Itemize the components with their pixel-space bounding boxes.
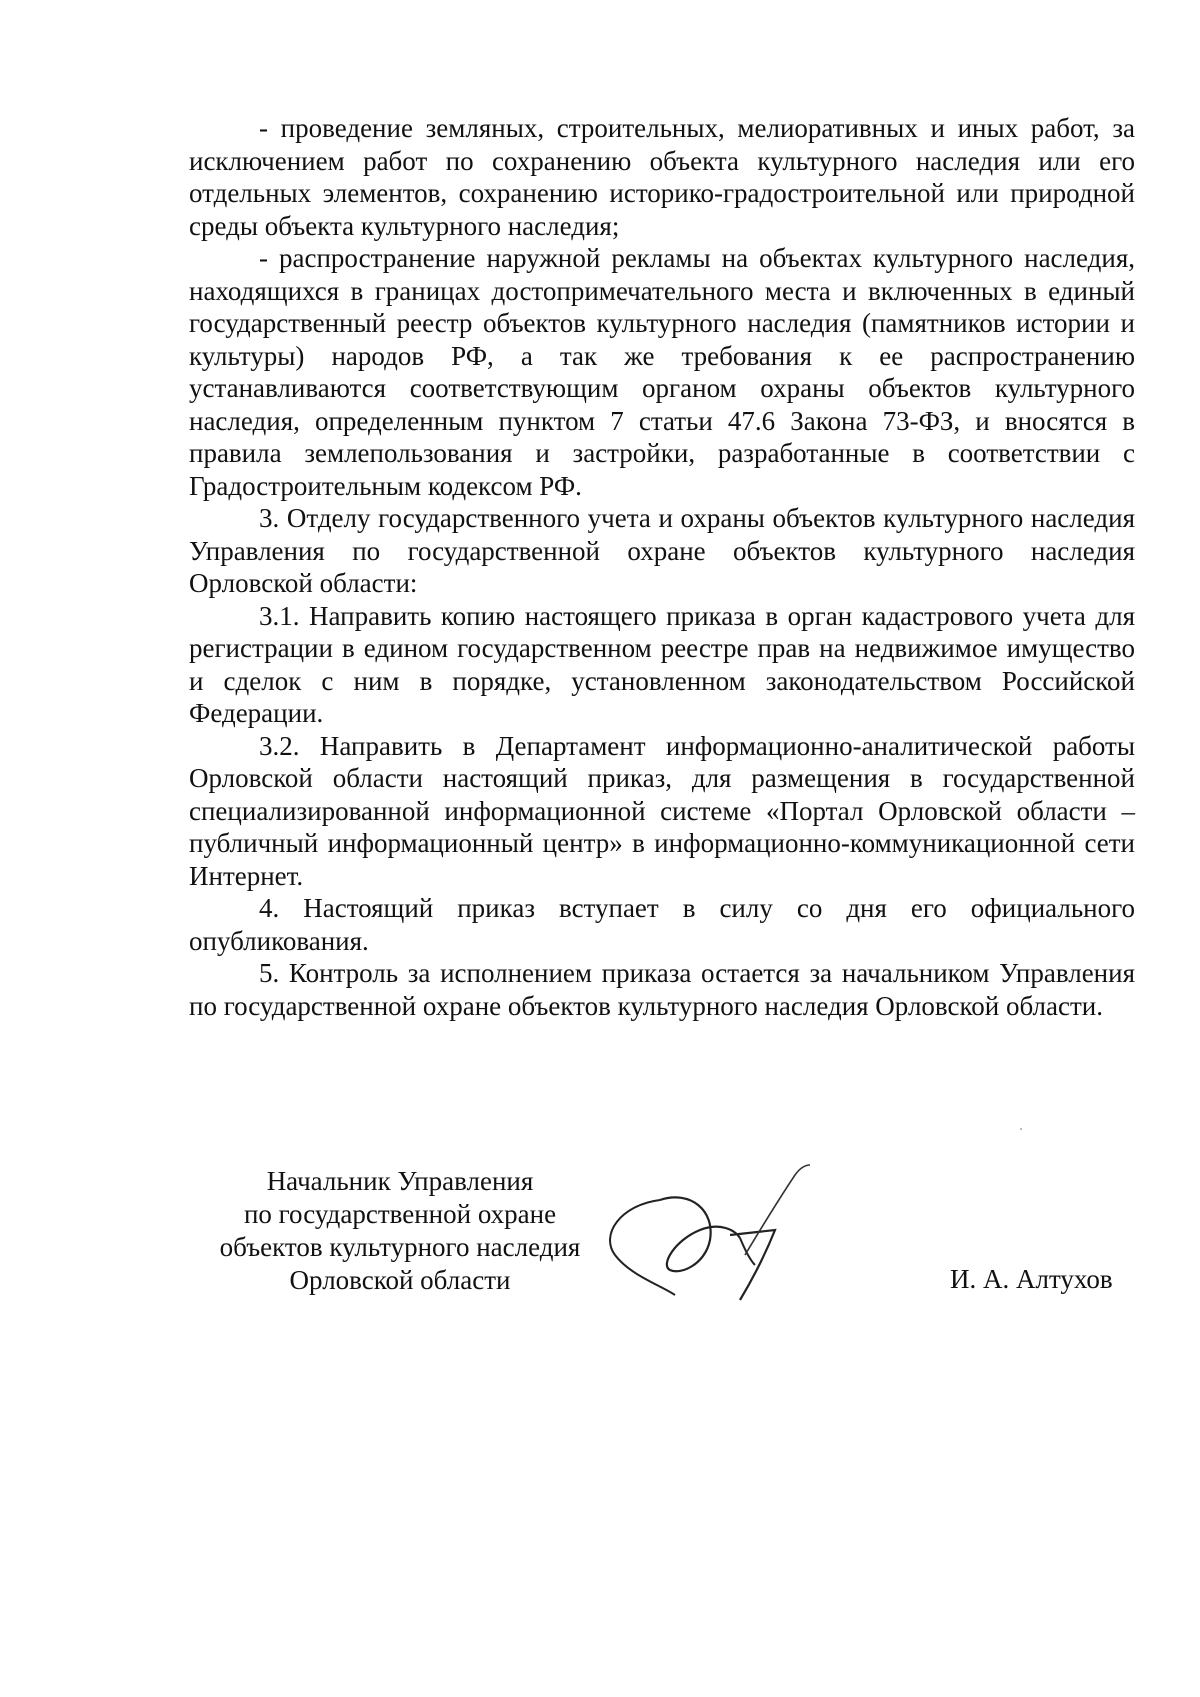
scan-speck — [1020, 1128, 1022, 1130]
paragraph-item-5: 5. Контроль за исполнением приказа остается за начальником Управления по государственной охране объектов культурного наследия Орловской области. — [189, 958, 1135, 1021]
signatory-name: И. А. Алтухов — [950, 1264, 1113, 1294]
handwritten-signature — [600, 1160, 880, 1320]
paragraph-item-3-1: 3.1. Направить копию настоящего приказа в орган кадастрового учета для регистрации в едином государственном реестре прав на недвижимое имущество и сделок с ним в порядке, установленном законодательством Российской Федерации. — [189, 600, 1135, 728]
signatory-title-line: Начальник Управления — [266, 1166, 534, 1196]
signatory-title-line: объектов культурного наследия — [219, 1232, 581, 1262]
signatory-title-line: по государственной охране — [243, 1199, 557, 1229]
paragraph-item-4: 4. Настоящий приказ вступает в силу со дня его официального опубликования. — [189, 893, 1135, 956]
paragraph-item-3-2: 3.2. Направить в Департамент информационно-аналитической работы Орловской области настоящий приказ, для размещения в государственной специализированной информационной системе «Портал Орловской области – публичный информационный центр» в информационно-коммуникационной сети Интернет. — [189, 730, 1135, 891]
signatory-title-line: Орловской области — [289, 1265, 511, 1295]
signatory-title — [190, 1165, 610, 1297]
paragraph-advertising-restriction: - распространение наружной рекламы на объектах культурного наследия, находящихся в границах достопримечательного места и включенных в единый государственный реестр объектов культурного наследия (памятников истории и культуры) народов РФ, а так же требования к ее распространению устанавливаются соответствующим органом охраны объектов культурного наследия, определенным пунктом 7 статьи 47.6 Закона 73-ФЗ, и вносятся в правила землепользования и застройки, разработанные в соответствии с Градостроительным кодексом РФ. — [189, 243, 1135, 501]
document-body — [189, 112, 1135, 1022]
paragraph-item-3: 3. Отделу государственного учета и охраны объектов культурного наследия Управления по государственной охране объектов культурного наследия Орловской области: — [189, 503, 1135, 598]
paragraph-earthworks-restriction: - проведение земляных, строительных, мелиоративных и иных работ, за исключением работ по сохранению объекта культурного наследия или его отдельных элементов, сохранению историко-градостроительной или природной среды объекта культурного наследия; — [189, 113, 1135, 241]
